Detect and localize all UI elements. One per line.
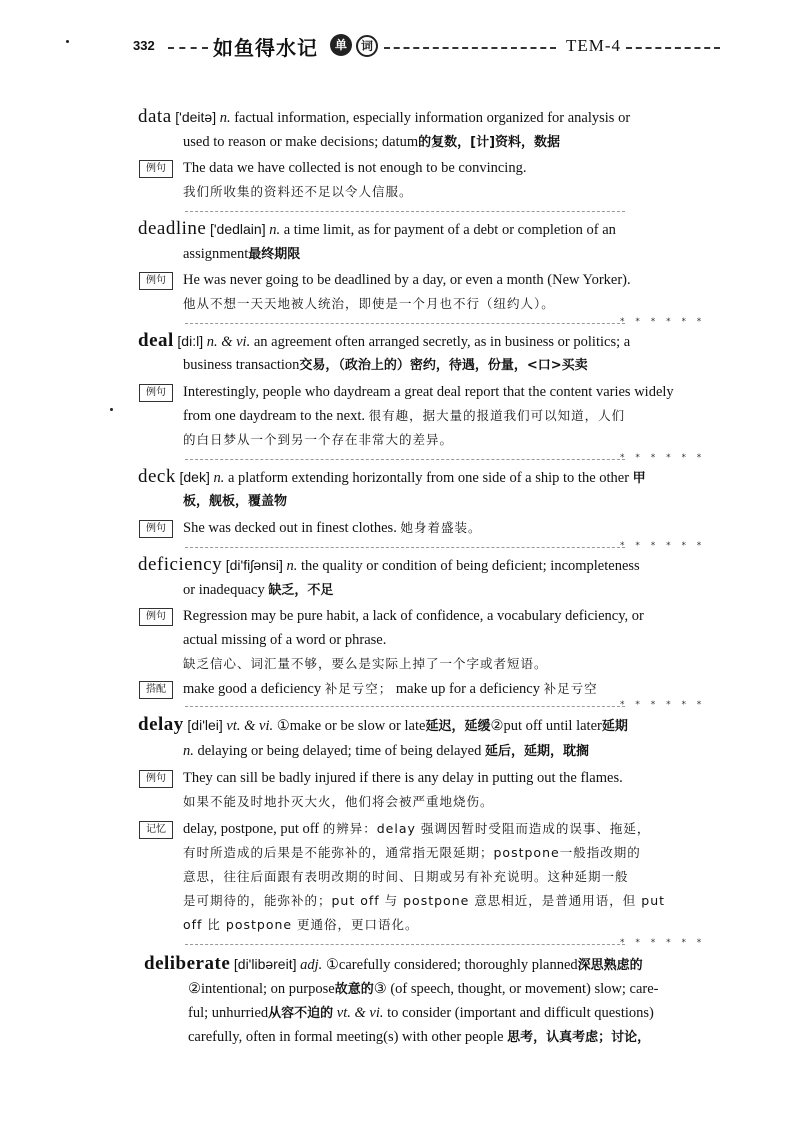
entry-deliberate-def3 bbox=[188, 1004, 654, 1023]
example-en-2: actual missing of a word or phrase. bbox=[183, 632, 387, 648]
headword: deck bbox=[138, 466, 176, 487]
example-zh: 我们所收集的资料还不足以令人信服。 bbox=[183, 184, 413, 199]
collocation-en: make up for a deficiency bbox=[395, 681, 540, 697]
entry-deliberate-head bbox=[144, 955, 643, 975]
definition-zh: 深思熟虑的 bbox=[577, 958, 643, 973]
collocation-zh: 补足亏空 bbox=[543, 681, 598, 696]
definition-zh: 的复数，[计]资料，数据 bbox=[418, 135, 561, 150]
definition-zh: 甲 bbox=[632, 471, 646, 486]
entry-deliberate-def2 bbox=[188, 980, 659, 999]
definition: factual information, especially information organized for analysis or bbox=[234, 110, 631, 126]
example-en: She was decked out in finest clothes. bbox=[183, 520, 397, 536]
example-mixed bbox=[183, 407, 625, 425]
entry-deficiency-head bbox=[138, 556, 640, 575]
separator bbox=[185, 323, 625, 324]
definition-zh: 思考，认真考虑；讨论， bbox=[507, 1030, 651, 1045]
page-number: 332 bbox=[133, 38, 155, 53]
separator bbox=[185, 944, 625, 945]
separator-stars: * * * * * * bbox=[620, 541, 706, 551]
part-of-speech: n. bbox=[286, 558, 298, 574]
separator-stars: * * * * * * bbox=[620, 317, 706, 327]
memory-line-4: 是可期待的，能弥补的；put off 与 postpone 意思相近，是普通用语，但 put bbox=[183, 893, 666, 908]
example-en: They can sill be badly injured if there is any delay in putting out the flames. bbox=[183, 770, 623, 786]
example bbox=[183, 519, 481, 537]
entry-deliberate-def4 bbox=[188, 1028, 650, 1047]
badge-word: 词 bbox=[356, 35, 378, 57]
separator-stars: * * * * * * bbox=[620, 938, 706, 948]
part-of-speech: vt. & vi. bbox=[336, 1005, 384, 1021]
separator-stars: * * * * * * bbox=[620, 700, 706, 710]
definition: delaying or being delayed; time of being delayed bbox=[197, 743, 482, 759]
definition-zh: 延期 bbox=[601, 719, 628, 734]
example-en: The data we have collected is not enough to be convincing. bbox=[183, 160, 527, 176]
definition: an agreement often arranged secretly, as in business or politics; a bbox=[253, 334, 631, 350]
example-tag: 例句 bbox=[139, 160, 173, 178]
example-zh: 他从不想一天天地被人统治，即使是一个月也不行（纽约人）。 bbox=[183, 296, 555, 311]
memory-tag: 记忆 bbox=[139, 821, 173, 839]
definition-zh: 延迟，延缓 bbox=[425, 719, 491, 734]
example-en: Interestingly, people who daydream a great deal report that the content varies widely bbox=[183, 384, 674, 400]
definition-cont: business transaction bbox=[183, 357, 300, 373]
definition: ful; unhurried bbox=[188, 1005, 269, 1021]
part-of-speech: n. bbox=[183, 743, 194, 759]
memory-line-5: off 比 postpone 更通俗，更口语化。 bbox=[183, 917, 419, 932]
headword: deadline bbox=[138, 218, 207, 239]
definition: ③ (of speech, thought, or movement) slow; care- bbox=[373, 981, 659, 997]
pronunciation: [di'fiʃənsi] bbox=[225, 557, 283, 573]
scan-dot bbox=[66, 40, 69, 43]
entry-delay-def2 bbox=[183, 742, 589, 761]
example-en-1: Regression may be pure habit, a lack of confidence, a vocabulary deficiency, or bbox=[183, 608, 644, 624]
separator bbox=[185, 211, 625, 212]
entry-deck-head bbox=[138, 468, 646, 488]
entry-data-def2 bbox=[183, 133, 560, 152]
example-zh: 她身着盛装。 bbox=[400, 520, 482, 535]
pronunciation: ['deitə] bbox=[175, 109, 217, 125]
collocation-zh: 补足亏空； bbox=[324, 681, 393, 696]
example-zh: 的白日梦从一个到另一个存在非常大的差异。 bbox=[183, 432, 454, 447]
entry-deal-def2 bbox=[183, 356, 588, 375]
headword: delay bbox=[138, 714, 184, 735]
exam-label: TEM-4 bbox=[566, 36, 622, 55]
definition: a time limit, as for payment of a debt or completion of an bbox=[283, 222, 616, 238]
example-tag: 例句 bbox=[139, 384, 173, 402]
separator bbox=[185, 547, 625, 548]
example-tag: 例句 bbox=[139, 608, 173, 626]
pronunciation: ['dedlain] bbox=[209, 221, 266, 237]
collocation-tag: 搭配 bbox=[139, 681, 173, 699]
headword: data bbox=[138, 106, 172, 127]
definition: ①make or be slow or late bbox=[276, 718, 426, 734]
definition: a platform extending horizontally from one side of a ship to the other bbox=[227, 470, 630, 486]
pronunciation: [di'libəreit] bbox=[233, 956, 297, 972]
headword: deficiency bbox=[138, 554, 223, 575]
collocation-en: make good a deficiency bbox=[183, 681, 322, 697]
definition-zh: 交易，（政治上的）密约，待遇，份量，<口>买卖 bbox=[299, 358, 588, 373]
definition-zh: 从容不迫的 bbox=[268, 1006, 334, 1021]
separator bbox=[185, 706, 625, 707]
pronunciation: [di'lei] bbox=[187, 717, 223, 733]
entry-deadline-def2 bbox=[183, 245, 300, 264]
book-title: 如鱼得水记 bbox=[213, 36, 318, 60]
scan-dot bbox=[110, 408, 113, 411]
part-of-speech: vt. & vi. bbox=[226, 718, 274, 734]
definition: the quality or condition of being deficient; incompleteness bbox=[301, 558, 640, 574]
example-tag: 例句 bbox=[139, 272, 173, 290]
memory-line-2: 有时所造成的后果是不能弥补的，通常指无限延期；postpone一般指改期的 bbox=[183, 845, 641, 860]
part-of-speech: n. & vi. bbox=[206, 334, 251, 350]
part-of-speech: n. bbox=[269, 222, 281, 238]
entry-delay-head bbox=[138, 716, 628, 736]
entry-deck-def2: 板，舰板，覆盖物 bbox=[183, 494, 288, 509]
definition-zh: 故意的 bbox=[334, 982, 374, 997]
memory-text: 的辨异：delay 强调因暂时受阻而造成的误事、拖延， bbox=[322, 821, 651, 836]
part-of-speech: n. bbox=[219, 110, 231, 126]
entry-deal-head bbox=[138, 332, 630, 351]
example-tag: 例句 bbox=[139, 520, 173, 538]
headword: deal bbox=[138, 330, 174, 351]
memory-line-3: 意思，往往后面跟有表明改期的时间、日期或另有补充说明。这种延期一般 bbox=[183, 869, 629, 884]
memory-line-1 bbox=[183, 820, 650, 838]
definition-cont: assignment bbox=[183, 246, 249, 262]
pronunciation: [dek] bbox=[179, 469, 210, 485]
separator-stars: * * * * * * bbox=[620, 453, 706, 463]
example-tag: 例句 bbox=[139, 770, 173, 788]
entry-deficiency-def2 bbox=[183, 581, 333, 600]
definition: ②intentional; on purpose bbox=[188, 981, 335, 997]
headword: deliberate bbox=[144, 953, 231, 974]
badge-vocabulary: 单 bbox=[330, 34, 352, 56]
part-of-speech: n. bbox=[213, 470, 225, 486]
example-zh-start: 很有趣，据大量的报道我们可以知道，人们 bbox=[368, 408, 626, 423]
definition-zh: 延后，延期，耽搁 bbox=[485, 744, 590, 759]
pronunciation: [di:l] bbox=[177, 333, 204, 349]
separator bbox=[185, 459, 625, 460]
definition: carefully, often in formal meeting(s) with other people bbox=[188, 1029, 504, 1045]
example-en: He was never going to be deadlined by a day, or even a month (New Yorker). bbox=[183, 272, 631, 288]
example-zh: 如果不能及时地扑灭大火，他们将会被严重地烧伤。 bbox=[183, 794, 494, 809]
definition-cont: or inadequacy bbox=[183, 582, 265, 598]
definition: ②put off until later bbox=[490, 718, 602, 734]
definition: to consider (important and difficult questions) bbox=[387, 1005, 654, 1021]
definition: ①carefully considered; thoroughly planned bbox=[325, 957, 578, 973]
definition-cont: used to reason or make decisions; datum bbox=[183, 134, 419, 150]
example-zh: 缺乏信心、词汇量不够，要么是实际上掉了一个字或者短语。 bbox=[183, 656, 548, 671]
part-of-speech: adj. bbox=[300, 957, 323, 973]
entry-deadline-head bbox=[138, 220, 616, 239]
memory-words: delay, postpone, put off bbox=[183, 821, 320, 837]
example-en-cont: from one daydream to the next. bbox=[183, 408, 365, 424]
definition-zh: 缺乏，不足 bbox=[268, 583, 334, 598]
definition-zh: 最终期限 bbox=[248, 247, 301, 262]
collocation bbox=[183, 680, 598, 698]
entry-data-head bbox=[138, 108, 630, 127]
